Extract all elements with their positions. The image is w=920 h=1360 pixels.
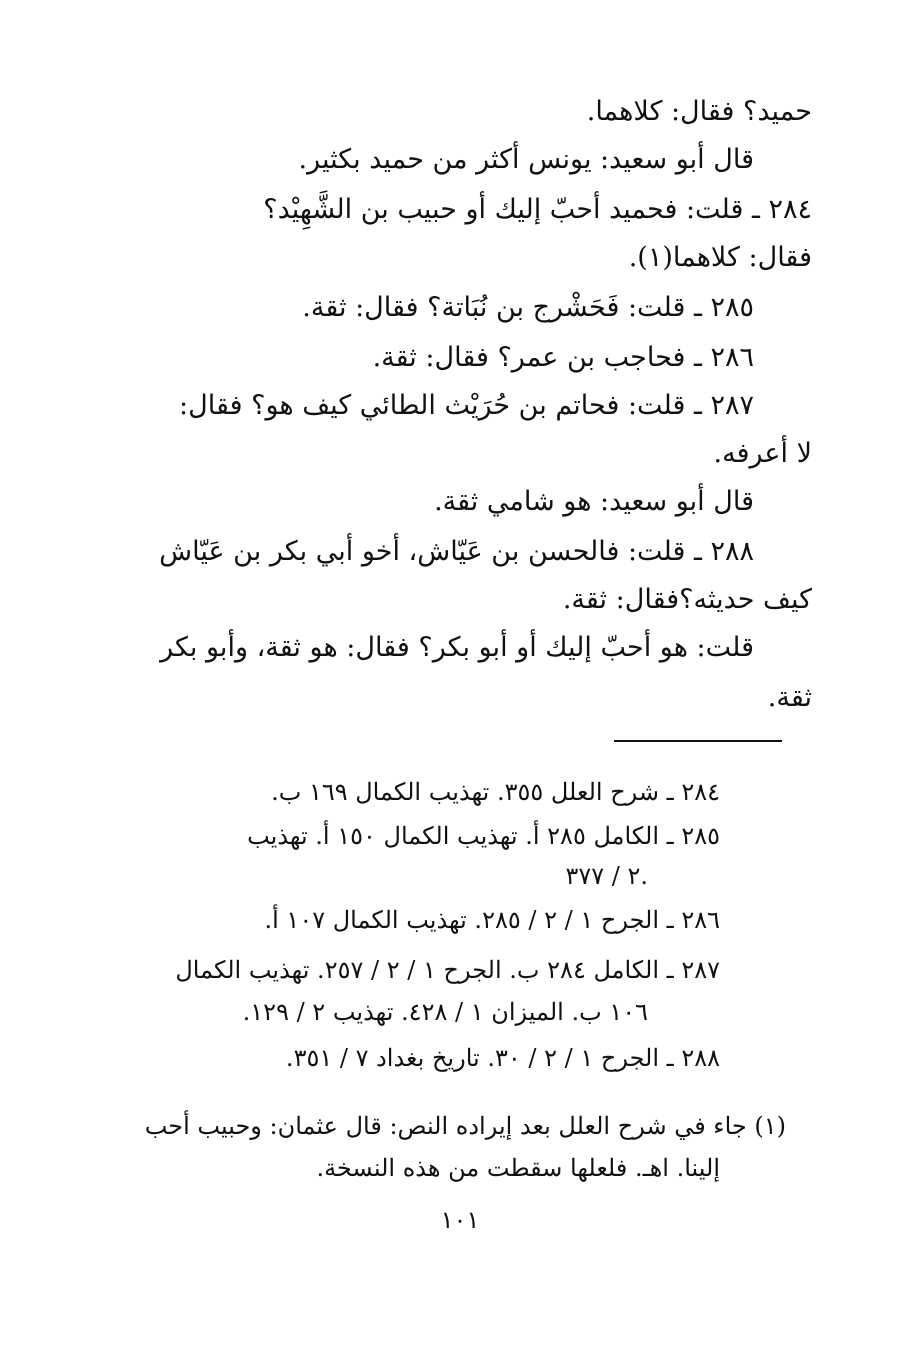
text-line: قال أبو سعيد: هو شامي ثقة. <box>434 486 754 517</box>
text-line: حميد؟ فقال: كلاهما. <box>586 96 812 127</box>
text-line: ٢٨٧ ـ قلت: فحاتم بن حُرَيْث الطائي كيف هو؟ فقال: <box>179 390 754 421</box>
footnote-line: (١) جاء في شرح العلل بعد إيراده النص: قال عثمان: وحبيب أحب <box>144 1112 786 1140</box>
text-line: فقال: كلاهما(١). <box>628 242 812 273</box>
text-line: ٢٨٤ ـ قلت: فحميد أحبّ إليك أو حبيب بن الشَّهِيْد؟ <box>263 194 812 225</box>
reference-line: ١٠٦ ب. الميزان ١ / ٤٢٨. تهذيب ٢ / ١٢٩. <box>242 998 648 1026</box>
footnote-line: إلينا. اهـ. فلعلها سقطت من هذه النسخة. <box>316 1154 720 1182</box>
text-line: ٢٨٨ ـ قلت: فالحسن بن عَيّاش، أخو أبي بكر بن عَيّاش <box>159 536 754 567</box>
footnote-separator <box>614 740 782 742</box>
reference-line: ٢٨٥ ـ الكامل ٢٨٥ أ. تهذيب الكمال ١٥٠ أ. تهذيب <box>247 822 720 850</box>
reference-line: ٢ / ٣٧٧. <box>565 862 648 890</box>
text-line: ٢٨٥ ـ قلت: فَحَشْرج بن نُبَاتة؟ فقال: ثقة. <box>302 292 754 323</box>
text-line: قال أبو سعيد: يونس أكثر من حميد بكثير. <box>298 144 754 175</box>
reference-line: ٢٨٨ ـ الجرح ١ / ٢ / ٣٠. تاريخ بغداد ٧ / ٣٥١. <box>285 1044 720 1072</box>
text-line: قلت: هو أحبّ إليك أو أبو بكر؟ فقال: هو ثقة، وأبو بكر <box>160 632 754 663</box>
text-line: لا أعرفه. <box>713 438 812 469</box>
reference-line: ٢٨٤ ـ شرح العلل ٣٥٥. تهذيب الكمال ١٦٩ ب. <box>271 778 720 806</box>
page-number: ١٠١ <box>440 1206 480 1234</box>
text-line: ثقة. <box>767 682 812 713</box>
text-line: كيف حديثه؟فقال: ثقة. <box>562 584 812 615</box>
reference-line: ٢٨٧ ـ الكامل ٢٨٤ ب. الجرح ١ / ٢ / ٢٥٧. تهذيب الكمال <box>175 956 720 984</box>
text-line: ٢٨٦ ـ فحاجب بن عمر؟ فقال: ثقة. <box>372 342 754 373</box>
reference-line: ٢٨٦ ـ الجرح ١ / ٢ / ٢٨٥. تهذيب الكمال ١٠٧ أ. <box>264 906 720 934</box>
